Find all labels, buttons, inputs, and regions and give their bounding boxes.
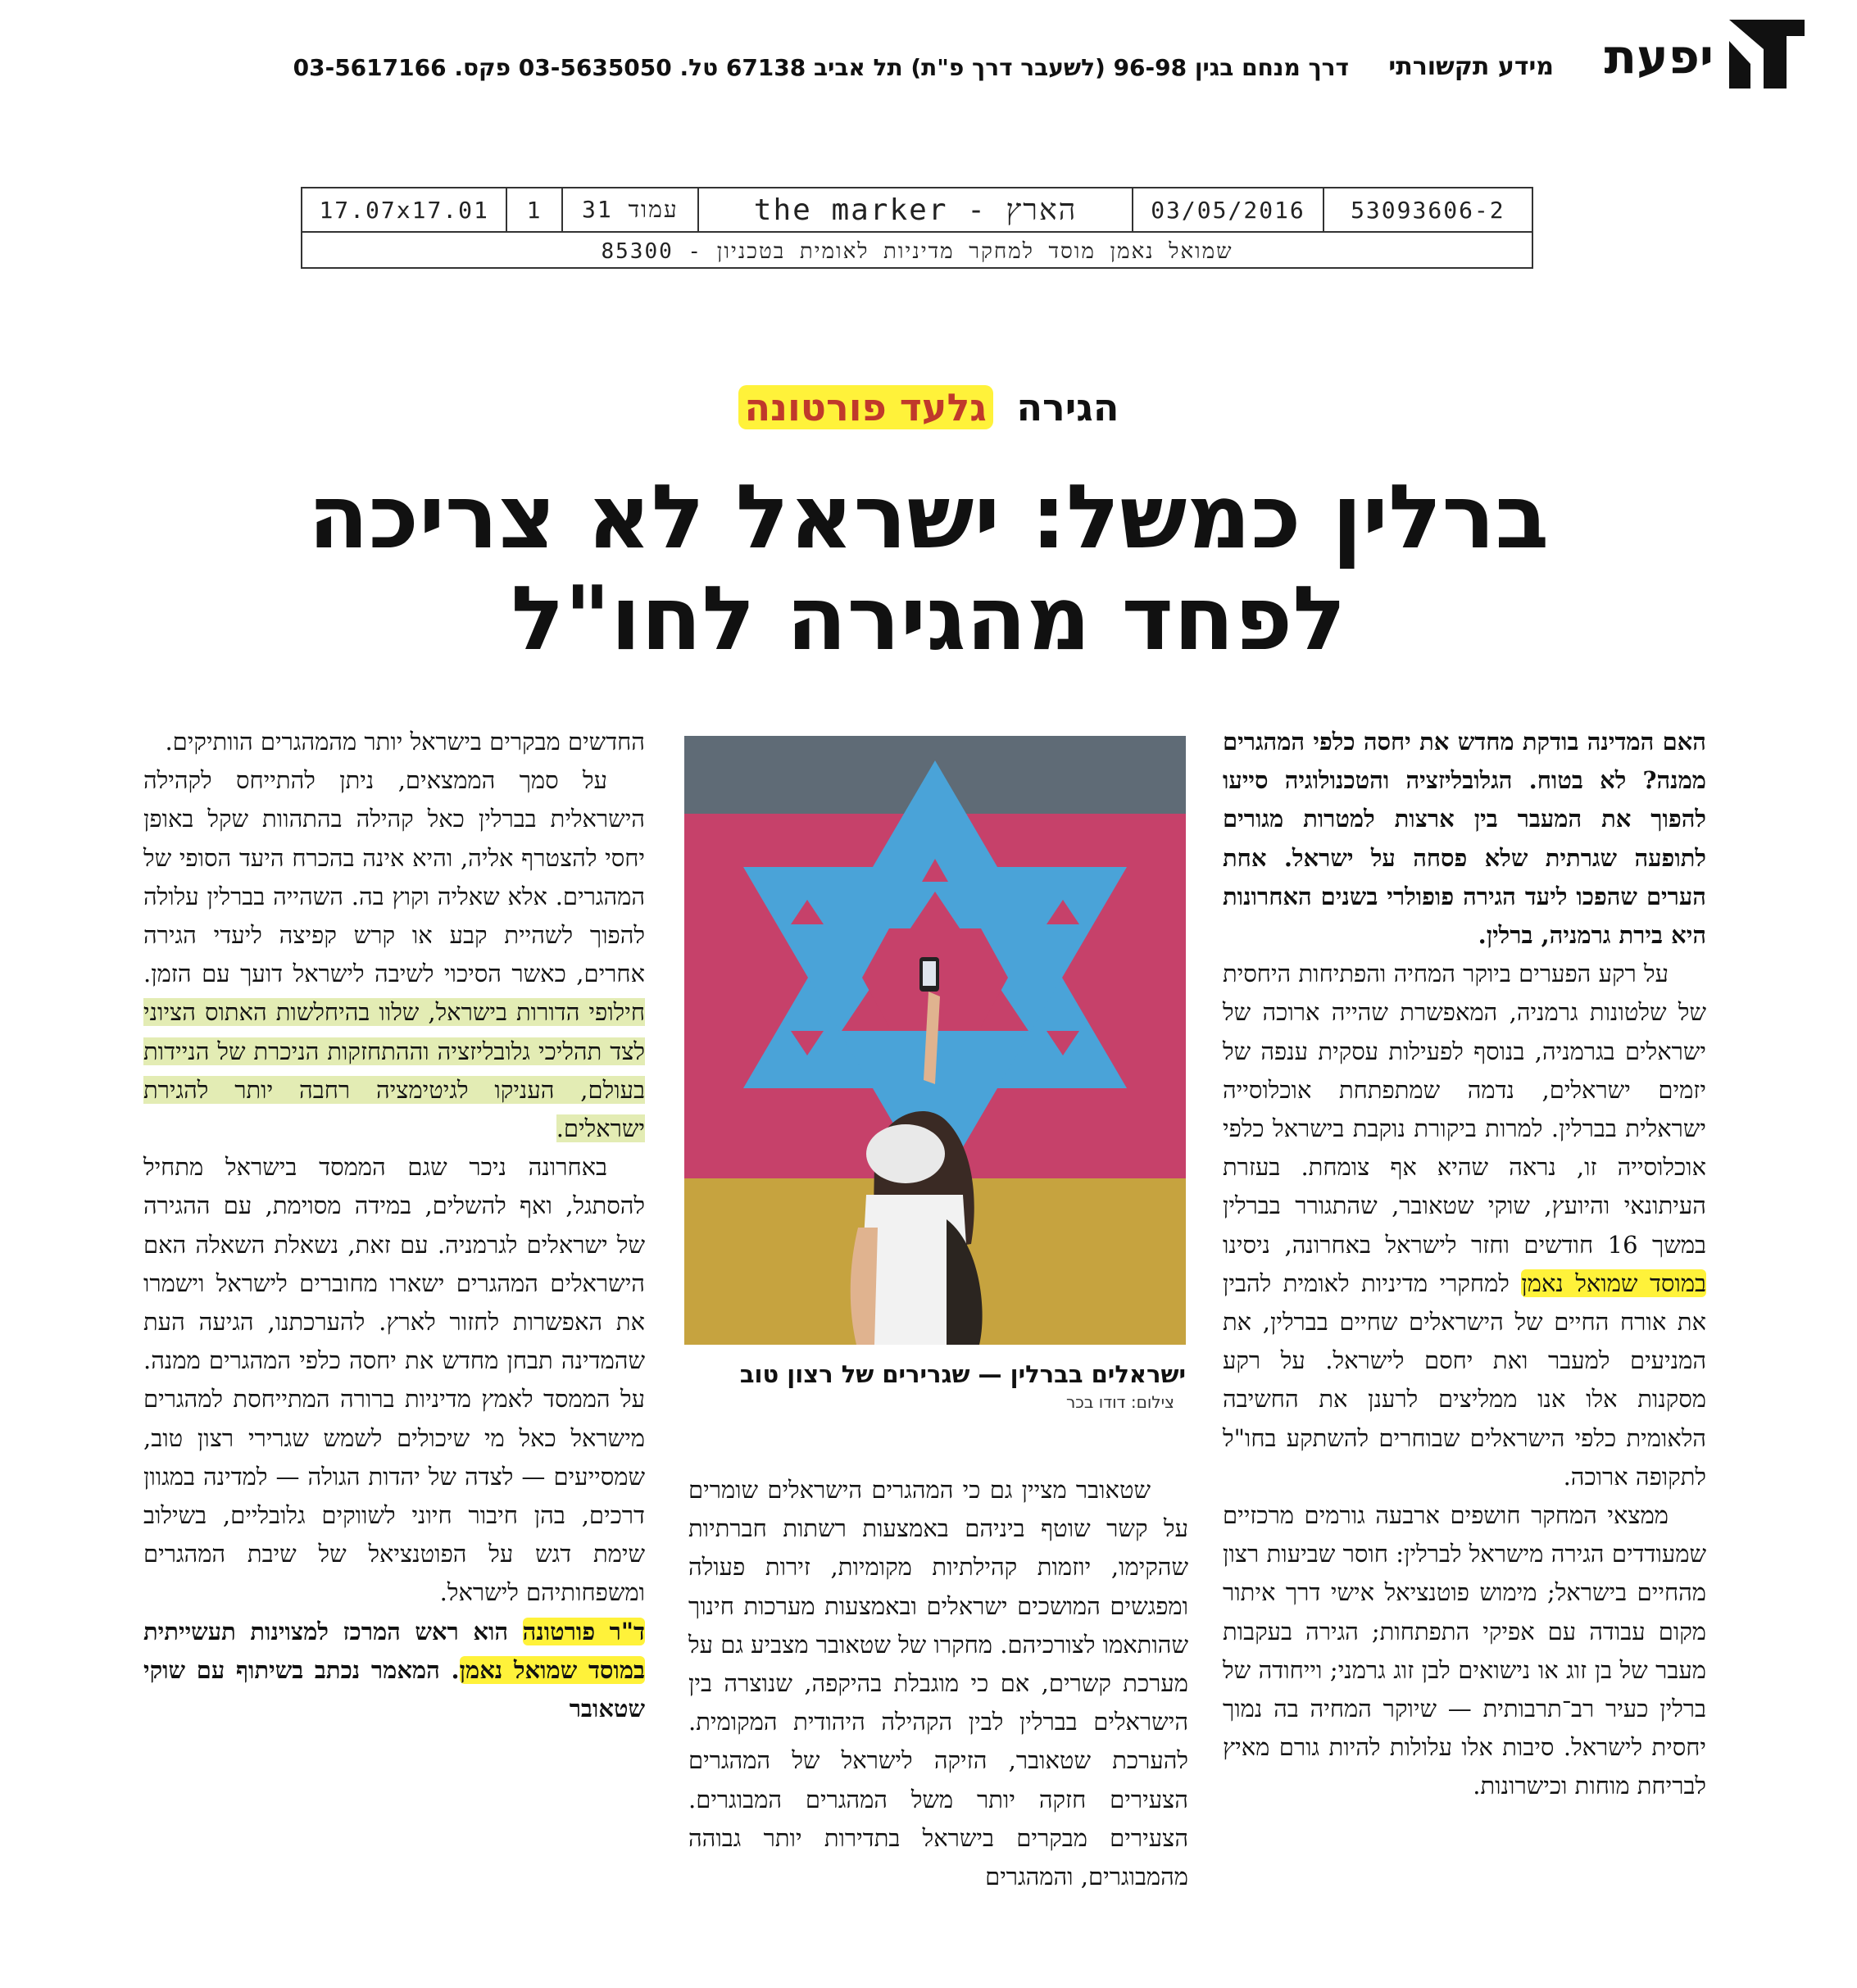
clip-page: עמוד 31 [563,188,699,231]
clip-metadata-row [302,188,1532,233]
headline-line-2: לפחד מהגירה לחו"ל [511,568,1346,670]
article-lead: האם המדינה בודקת מחדש את יחסה כלפי המהגרים ממנה? לא בטוח. הגלובליזציה והטכנולוגיה סייעו להפוך את המעבר בין ארצות למטרות מגורים לתופעה שגרתית שלא פסחה על ישראל. אחת הערים שהפכו ליעד הגירה פופולרי בשנים האחרונות היא בירת גרמניה, ברלין. [1223,728,1706,950]
article-column-left [143,723,645,1728]
article-kicker [0,385,1857,429]
article-column-right [1223,723,1706,1806]
paragraph-text: למחקרי מדיניות לאומית להבין את אורח החיים של הישראלים שחיים בברלין, את המניעים למעבר ואת יחסם לישראל. על רקע מסקנות אלו אנו ממליצים לרענן את החשיבה הלאומית כלפי הישראלים שבוחרים להשתקע בחו"ל לתקופה ארוכה. [1223,1269,1706,1491]
highlighted-passage: חילופי הדורות בישראל, שלוו בהיחלשות האתוס הציוני לצד תהליכי גלובליזציה וההתחזקות הניכרת של הניידות בעולם, העניקו לגיטימציה רחבה יותר להגירת ישראלים. [143,998,645,1143]
article-paragraph: החדשים מבקרים בישראל יותר מהמהגרים הוותיקים. [165,728,645,756]
author-name: גלעד פורטונה [738,385,993,429]
paragraph-text: על סמך הממצאים, ניתן להתייחס לקהילה הישראלית בברלין כאל קהילה בהתהוות שקל באופן יחסי להצטרף אליה, והיא אינה בהכרח היעד הסופי של המהגרים. אלא שאליה וקוץ בה. השהייה בברלין עלולה להפוך לשהיית קבע או קרש קפיצה ליעדי הגירה אחרים, כאשר הסיכוי לשיבה לישראל דועך עם הזמן. [143,766,645,988]
photo-credit: צילום: דודו בכר [1065,1392,1174,1412]
yifat-logo-icon [1726,16,1808,90]
bio-text: . המאמר נכתב בשיתוף עם שוקי שטאובר [143,1655,645,1723]
clip-count: 1 [507,188,563,231]
clip-id: 53093606-2 [1351,196,1505,224]
clip-date: 03/05/2016 [1133,188,1324,231]
article-paragraph: באחרונה ניכר שגם הממסד בישראל מתחיל להסתגל, ואף להשלים, במידה מסוימת, עם ההגירה של ישראלים לגרמניה. עם זאת, נשאלת השאלה האם הישראלים המהגרים ישארו מחוברים לישראל וישמרו את האפשרות לחזור לארץ. להערכתנו, הגיעה העת שהמדינה תבחן מחדש את יחסה כלפי המהגרים ממנה. על הממסד לאמץ מדיניות ברורה המתייחסת למהגרים מישראל כאל מי שיכולים לשמש שגרירי רצון טוב, שמסייעים — לצדה של יהדות הגולה — למדינה במגוון דרכים, בהן חיבור חיוני לשווקים גלובליים, בשילוב שימת דגש על הפוטנציאל של שיבת המהגרים ומשפחותיהם לישראל. [143,1153,645,1607]
headline [246,467,1611,670]
article-paragraph: שטאובר מציין גם כי המהגרים הישראלים שומרים על קשר שוטף ביניהם באמצעות רשתות חברתיות שהקימו, יוזמות קהילתיות מקומיות, זירות פעולה ומפגשים המושכים ישראלים ובאמצעות מערכות חינוך שהותאמו לצורכיהם. מחקרו של שטאובר מצביע גם על מערכת קשרים, אם כי מוגבלת בהיקפה, שנוצרה בין הישראלים בברלין לבין הקהילה היהודית המקומית. להערכת שטאובר, הזיקה לישראל של המהגרים הצעירים חזקה יותר משל המהגרים המבוגרים. הצעירים מבקרים בישראל בתדירות יותר גבוהה מהמבוגרים, והמהגרים [688,1476,1188,1891]
article-paragraph: ממצאי המחקר חושפים ארבעה גורמים מרכזיים שמעודדים הגירה מישראל לברלין: חוסר שביעות רצון מהחיים בישראל; מימוש פוטנציאל אישי דרך איתור מקום עבודה עם אפיקי התפתחות; הגירה בעקבות מעבר של בן זוג או נישואים לבן זוג גרמני; וייחודה של ברלין כעיר רב־תרבותית — שיוקר המחיה בה נמוך יחסית לישראל. סיבות אלו עלולות להיות גורם מאיץ לבריחת מוחות וכישרונות. [1223,1501,1706,1800]
bio-text: הוא ראש המרכז למצוינות תעשייתית [143,1617,509,1645]
article-photo [684,736,1186,1345]
clip-publication: הארץ - the marker [699,188,1133,231]
section-label: הגירה [1016,385,1119,429]
brand-tagline: מידע תקשורתי [1388,52,1554,81]
paragraph-text: על רקע הפערים ביוקר המחיה והפתיחות היחסית של שלטונות גרמניה, המאפשרת שהייה ארוכה של ישראלים בגרמניה, בנוסף לפעילות עסקית ענפה של יזמים ישראלים, נדמה שמתפתחת אוכלוסייה ישראלית בברלין. למרות ביקורת נוקבת בישראל כלפי אוכלוסייה זו, נראה שהיא אף צומחת. בעזרת העיתונאי והיועץ, שוקי שטאובר, שהתגורר בברלין במשך 16 חודשים וחזר לישראל באחרונה, ניסינו [1223,960,1706,1259]
article-column-middle [688,1471,1188,1896]
article-paragraph [143,761,645,1148]
article-paragraph [1223,955,1706,1496]
berlin-star-of-david-mural-image [684,736,1186,1345]
clipping-header [148,16,1808,90]
headline-line-1: ברלין כמשל: ישראל לא צריכה [307,466,1550,569]
highlighted-author-title: ד"ר פורטונה [522,1617,645,1645]
photo-caption [684,1356,1186,1412]
brand-name: יפעת [1604,29,1714,84]
address-line: דרך מנחם בגין 96-98 (לשעבר דרך פ"ת) תל אביב 67138 טל. 03-5635050 פקס. 03-5617166 [293,54,1349,81]
highlighted-institute-name: במוסד שמואל נאמן [459,1655,645,1684]
clip-client: שמואל נאמן מוסד למחקר מדיניות לאומית בטכניון - 85300 [601,239,1233,264]
clip-size: 17.07x17.01 [302,188,507,231]
clip-metadata-box [301,187,1533,269]
highlighted-institute-name: במוסד שמואל נאמן [1521,1269,1706,1297]
caption-text: ישראלים בברלין — שגרירים של רצון טוב [739,1360,1186,1388]
author-bio [143,1613,645,1729]
